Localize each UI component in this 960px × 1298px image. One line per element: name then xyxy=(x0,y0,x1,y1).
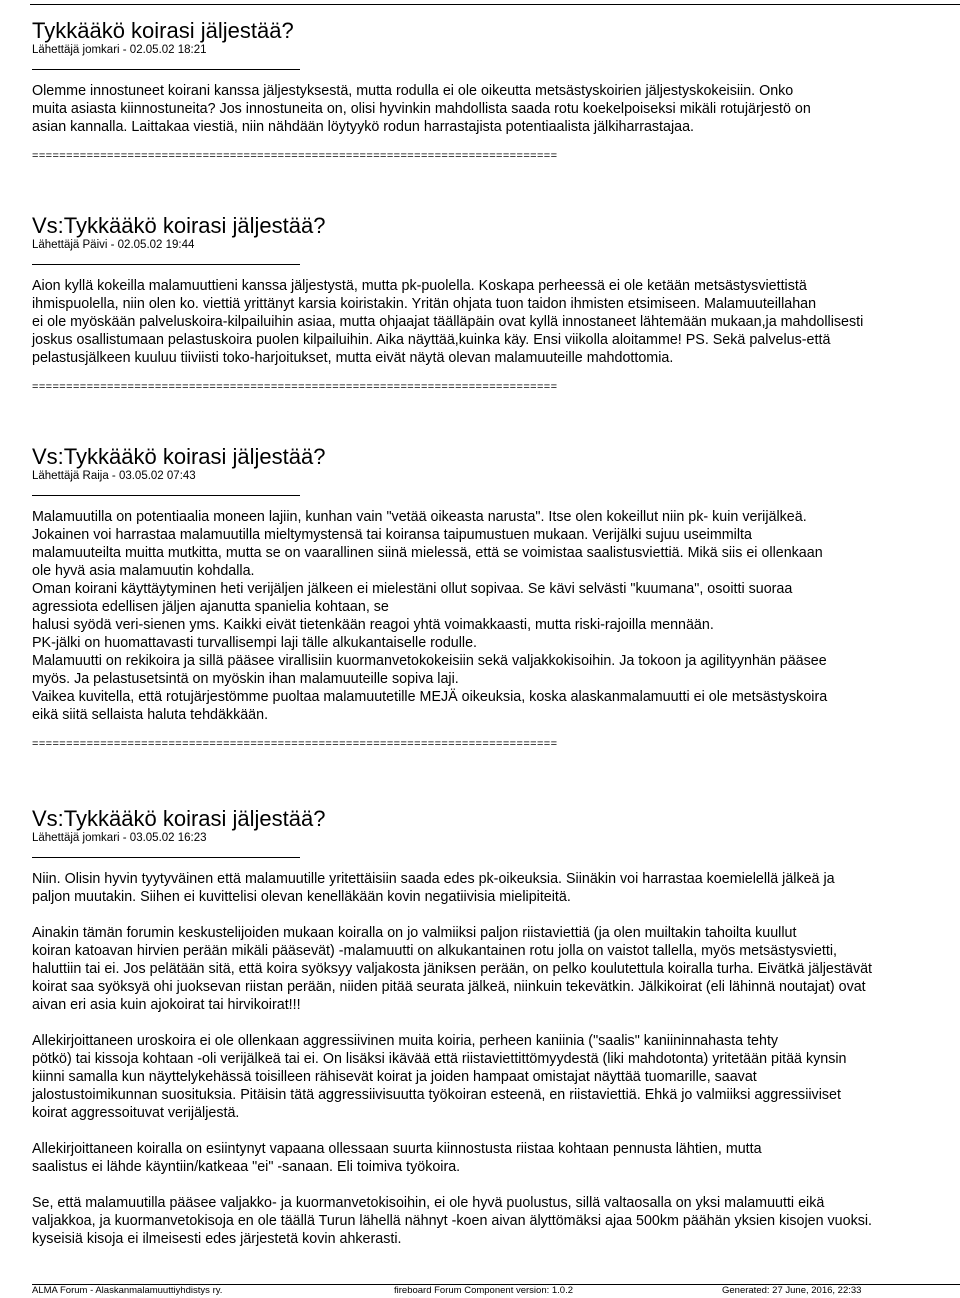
post-title: Vs:Tykkääkö koirasi jäljestää? xyxy=(32,806,326,831)
post-text-line: paljon muutakin. Siihen ei kuvittelisi olevan kenelläkään kovin negatiivisia mielipiteitä. xyxy=(32,889,571,905)
post-text-line: ole hyvä asia malamuutin kohdalla. xyxy=(32,563,255,579)
post-text-line: jalostustoimikunnan suosituksia. Pitäisin tätä aggressiivisuutta työkoiran esteenä, en riistaviettiä. Ehkä jo valmiiksi aggressiiviset xyxy=(32,1087,841,1103)
post-text-line: asian kannalla. Laittakaa viestiä, niin nähdään löytyykö rodun harrastajista potentiaalista jälkiharrastajaa. xyxy=(32,119,695,135)
post-text-line: muita asiasta kiinnostuneita? Jos innostuneita on, olisi hyvinkin mahdollista saada rotu koekelpoiseksi mikäli rotujärjestö on xyxy=(32,101,811,117)
page-footer xyxy=(32,1284,960,1298)
post-separator: ============================================================================= xyxy=(32,150,558,162)
post-text-line: agressiota edellisen jäljen ajanutta spanielia kohtaan, se xyxy=(32,599,389,615)
paragraph-gap xyxy=(32,1014,960,1032)
paragraph-gap xyxy=(32,906,960,924)
post-body xyxy=(32,870,960,1248)
post-meta: Lähettäjä Raija - 03.05.02 07:43 xyxy=(32,470,196,482)
forum-post xyxy=(32,807,960,1248)
footer-generated-date: Generated: 27 June, 2016, 22:33 xyxy=(722,1285,862,1296)
post-text-line: Malamuutti on rekikoira ja sillä pääsee virallisiin kuormanvetokokeisiin sekä valjakkokisoihin. Ja tokoon ja agilityynhän pääsee xyxy=(32,653,827,669)
post-text-line: aivan eri asia kuin ajokoirat tai hirvikoirat!!! xyxy=(32,997,301,1013)
post-title: Vs:Tykkääkö koirasi jäljestää? xyxy=(32,444,326,469)
post-text-line: Oman koirani käyttäytyminen heti verijäljen jälkeen ei mielestäni ollut sopivaa. Se kävi selvästi "kuumana", osoitti suoraa xyxy=(32,581,793,597)
post-text-line: haluttiin tai ei. Jos pelätään sitä, että koira syöksyy valjakosta jäniksen perään, on pelko koulutettula koiralla turha. Eivätkä jäljestävät xyxy=(32,961,873,977)
footer-site-name: ALMA Forum - Alaskanmalamuuttiyhdistys ry. xyxy=(32,1285,223,1296)
post-text-line: koiran katoavan hirvien perään mikäli pääsevät) -malamuutti on alkukantainen rotu jolla on vaistot tallella, myös metsästysvietti, xyxy=(32,943,837,959)
post-text-line: kiinni samalla kun näyttelykehässä toisilleen rähisevät koirat ja joiden hampaat omistajat näyttää tuomarille, saavat xyxy=(32,1069,757,1085)
short-rule xyxy=(32,264,300,265)
post-text-line: pötkö) tai kissoja kohtaan -oli verijälkeä tai ei. On lisäksi ikävää että riistaviettittömyydestä (liki mahdotonta) yritetään pitää kynsin xyxy=(32,1051,847,1067)
forum-post xyxy=(32,445,960,750)
forum-post xyxy=(32,214,960,393)
short-rule xyxy=(32,857,300,858)
post-text-line: ei ole myöskään palveluskoira-kilpailuihin asiaa, mutta ohjaajat täälläpäin ovat kyllä innostaneet lähtemään mukaan,ja mahdollisesti xyxy=(32,314,864,330)
post-separator: ============================================================================= xyxy=(32,381,558,393)
footer-component-version: fireboard Forum Component version: 1.0.2 xyxy=(394,1285,574,1296)
post-text-line: Se, että malamuutilla pääsee valjakko- ja kuormanvetokisoihin, ei ole hyvä puolustus, sillä valtaosalla on yksi malamuutti eikä xyxy=(32,1195,825,1211)
paragraph-gap xyxy=(32,1176,960,1194)
post-text-line: pelastusjälkeen kuuluu tiiviisti toko-harjoitukset, mutta eivät näytä olevan malamuuteille mahdottomia. xyxy=(32,350,674,366)
post-meta: Lähettäjä Päivi - 02.05.02 19:44 xyxy=(32,239,195,251)
post-text-line: halusi syödä veri-sienen yms. Kaikki eivät tietenkään reagoi yhtä voimakkaasti, mutta riski-rajoilla mennään. xyxy=(32,617,714,633)
post-body xyxy=(32,508,960,724)
post-text-line: koirat aggressoituvat verijäljestä. xyxy=(32,1105,240,1121)
post-text-line: Aion kyllä kokeilla malamuuttieni kanssa jäljestystä, mutta pk-puolella. Koskapa perheessä ei ole ketään metsästysviettistä xyxy=(32,278,807,294)
post-text-line: joskus osallistumaan pelastuskoira puolen kilpailuihin. Aika näyttää,kuinka käy. Ensi viikolla aloitamme! PS. Sekä palvelus-että xyxy=(32,332,831,348)
post-text-line: PK-jälki on huomattavasti turvallisempi laji tälle alkukantaiselle rodulle. xyxy=(32,635,478,651)
post-text-line: Jokainen voi harrastaa malamuutilla mieltymystensä tai koiransa taipumustuen mukaan. Verijälki sujuu useimmilta xyxy=(32,527,752,543)
top-rule xyxy=(30,4,960,5)
post-text-line: malamuuteilta muitta mutkitta, mutta se on vaarallinen siinä mielessä, että se voimistaa saalistusviettiä. Mikä siis ei ollenkaan xyxy=(32,545,823,561)
post-text-line: Niin. Olisin hyvin tyytyväinen että malamuutille yritettäisiin saada edes pk-oikeuksia. Siinäkin voi harrastaa koemielellä jälkeä ja xyxy=(32,871,835,887)
post-text-line: myös. Ja pelastusetsintä on myöskin ihan malamuuteille sopiva laji. xyxy=(32,671,459,687)
post-text-line: Allekirjoittaneen uroskoira ei ole ollenkaan aggressiivinen muita koiria, perheen kaniinia ("saalis" kaniininnahasta tehty xyxy=(32,1033,779,1049)
post-body xyxy=(32,82,960,136)
post-text-line: saalistus ei lähde käyntiin/katkeaa "ei" -sanaan. Eli toimiva työkoira. xyxy=(32,1159,461,1175)
post-text-line: eikä siitä sellaista haluta tehdäkkään. xyxy=(32,707,269,723)
post-text-line: Allekirjoittaneen koiralla on esiintynyt vapaana ollessaan suurta kiinnostusta riistaa kohtaan pennusta lähtien, mutta xyxy=(32,1141,762,1157)
forum-post xyxy=(32,19,960,162)
short-rule xyxy=(32,495,300,496)
post-text-line: ihmispuolella, niin olen ko. viettiä yrittänyt karsia koiristakin. Yritän ohjata tuon taidon ihmisten etsimiseen. Malamuuteillahan xyxy=(32,296,817,312)
post-text-line: kyseisiä kisoja ei ilmeisesti edes järjestetä kovin ahkerasti. xyxy=(32,1231,402,1247)
post-title: Vs:Tykkääkö koirasi jäljestää? xyxy=(32,213,326,238)
post-meta: Lähettäjä jomkari - 02.05.02 18:21 xyxy=(32,44,207,56)
paragraph-gap xyxy=(32,1122,960,1140)
post-text-line: valjakkoa, ja kuormanvetokisoja en ole täällä Turun lähellä nähnyt -koen aivan älyttömäksi ajaa 500km päähän yksien kisojen vuoksi. xyxy=(32,1213,873,1229)
post-body xyxy=(32,277,960,367)
post-text-line: Malamuutilla on potentiaalia moneen lajiin, kunhan vain "vetää oikeasta narusta". Itse olen kokeillut niin pk- kuin verijälkeä. xyxy=(32,509,807,525)
post-text-line: koirat saa syöksyä ohi juoksevan riistan perään, niiden pitää seurata jälkeä, niinkuin tekevätkin. Jälkikoirat (eli lähinnä noutajat) ovat xyxy=(32,979,866,995)
post-text-line: Vaikea kuvitella, että rotujärjestömme puoltaa malamuutetille MEJÄ oikeuksia, koska alaskanmalamuutti ei ole metsästyskoira xyxy=(32,689,828,705)
post-title: Tykkääkö koirasi jäljestää? xyxy=(32,18,294,43)
post-text-line: Ainakin tämän forumin keskustelijoiden mukaan koiralla on jo valmiiksi paljon riistaviettiä (ja olen muiltakin tahoilta kuullut xyxy=(32,925,797,941)
post-separator: ============================================================================= xyxy=(32,738,558,750)
post-text-line: Olemme innostuneet koirani kanssa jäljestyksestä, mutta rodulla ei ole oikeutta metsästyskoirien jäljestyskokeisiin. Onko xyxy=(32,83,794,99)
short-rule xyxy=(32,69,300,70)
post-meta: Lähettäjä jomkari - 03.05.02 16:23 xyxy=(32,832,207,844)
